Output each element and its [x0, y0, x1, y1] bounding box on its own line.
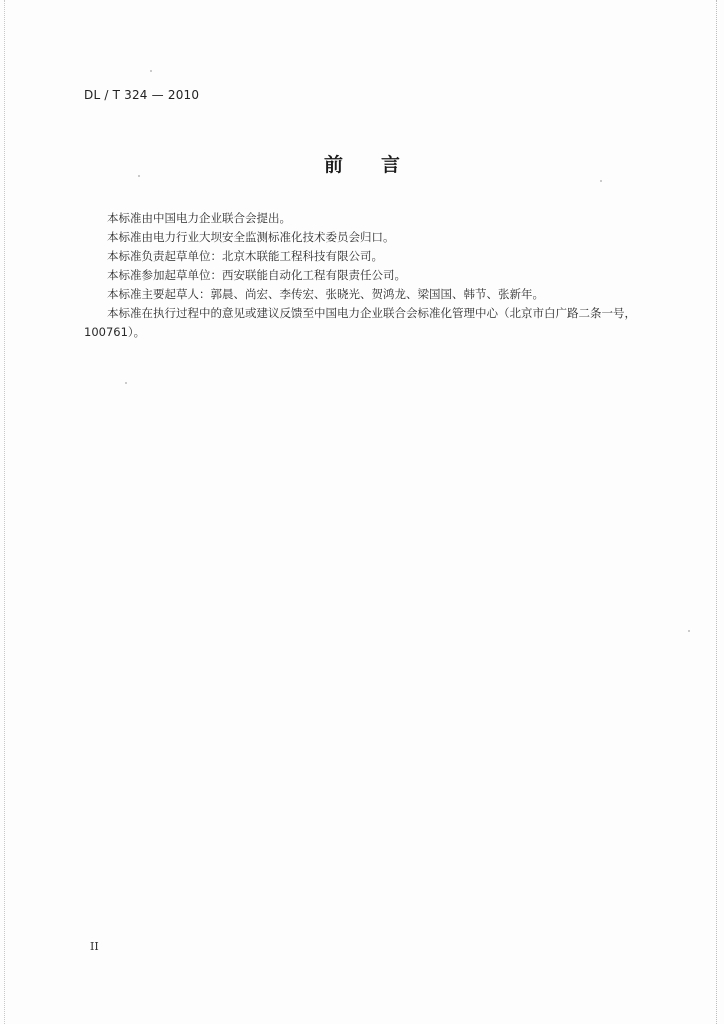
- paragraph-administration: 本标准由电力行业大坝安全监测标准化技术委员会归口。: [107, 230, 395, 244]
- scan-speck: [600, 180, 602, 182]
- scan-speck: [688, 630, 690, 632]
- foreword-body: [84, 209, 664, 342]
- paragraph-participating-drafter: 本标准参加起草单位：西安联能自动化工程有限责任公司。: [107, 268, 406, 282]
- paragraph-feedback: 本标准在执行过程中的意见或建议反馈至中国电力企业联合会标准化管理中心（北京市白广路二条一号，100761）。: [84, 306, 636, 339]
- page-title: 前言: [323, 154, 438, 176]
- page-number: II: [90, 940, 99, 953]
- paragraph-proposer: 本标准由中国电力企业联合会提出。: [107, 211, 291, 225]
- scan-speck: [125, 382, 127, 384]
- scan-speck: [138, 175, 140, 177]
- standard-code: DL / T 324 — 2010: [84, 88, 200, 102]
- scan-speck: [150, 70, 152, 72]
- paragraph-lead-drafter: 本标准负责起草单位：北京木联能工程科技有限公司。: [107, 249, 383, 263]
- paragraph-main-authors: 本标准主要起草人：郭晨、尚宏、李传宏、张晓光、贺鸿龙、梁国国、韩节、张新年。: [107, 287, 544, 301]
